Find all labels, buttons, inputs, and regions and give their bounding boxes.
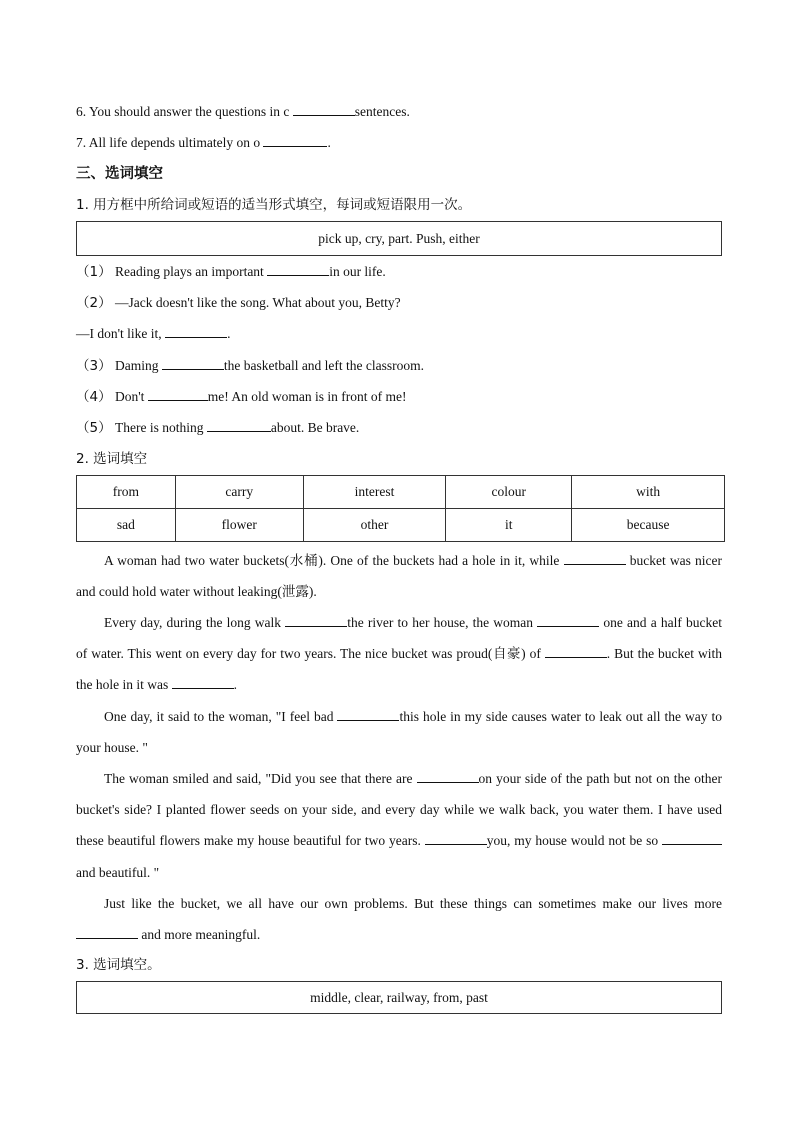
table-cell: because	[572, 509, 725, 542]
answer-blank[interactable]	[417, 770, 479, 783]
passage-paragraph-3: One day, it said to the woman, "I feel bad this hole in my side causes water to leak out all the way to your house. "	[76, 709, 722, 756]
answer-blank[interactable]	[662, 832, 722, 845]
answer-blank[interactable]	[165, 325, 227, 338]
exercise-1-item-4: （4） Don't me! An old woman is in front of me!	[76, 389, 407, 405]
table-cell: from	[77, 476, 176, 509]
answer-blank[interactable]	[172, 676, 234, 689]
exercise-1-item-1: （1） Reading plays an important in our life.	[76, 264, 386, 280]
answer-blank[interactable]	[293, 103, 355, 116]
exercise-1-item-2-reply: —I don't like it, .	[76, 326, 231, 341]
exercise-1-word-box: pick up, cry, part. Push, either	[76, 221, 722, 256]
table-row	[77, 476, 725, 509]
word-table	[76, 475, 725, 542]
question-6: 6. You should answer the questions in c sentences.	[76, 104, 410, 119]
answer-blank[interactable]	[207, 419, 271, 432]
answer-blank[interactable]	[285, 614, 347, 627]
exercise-1-item-3: （3） Daming the basketball and left the classroom.	[76, 358, 425, 374]
table-cell: other	[303, 509, 446, 542]
exercise-1-item-2: （2） —Jack doesn't like the song. What about you, Betty?	[76, 295, 401, 311]
table-cell: flower	[175, 509, 303, 542]
answer-blank[interactable]	[162, 357, 224, 370]
answer-blank[interactable]	[267, 263, 329, 276]
answer-blank[interactable]	[564, 552, 626, 565]
passage-paragraph-4: The woman smiled and said, "Did you see that there are on your side of the path but not on the other bucket's side? I planted flower seeds on your side, and every day while we walk back, you water them. I have used these beautiful flowers make my house beautiful for two years. you, my house would not be so and beautiful. "	[76, 771, 722, 880]
exercise-1-instruction: 1. 用方框中所给词或短语的适当形式填空，每词或短语限用一次。	[76, 197, 472, 213]
passage-paragraph-1: A woman had two water buckets(水桶). One of the buckets had a hole in it, while bucket was nicer and could hold water without leaking(泄露).	[76, 553, 723, 600]
exercise-3-title: 3. 选词填空。	[76, 957, 161, 973]
answer-blank[interactable]	[76, 926, 138, 939]
passage-paragraph-5: Just like the bucket, we all have our own problems. But these things can sometimes make our lives more and more meaningful.	[76, 888, 722, 950]
table-cell: carry	[175, 476, 303, 509]
table-cell: it	[446, 509, 572, 542]
table-row	[77, 509, 725, 542]
answer-blank[interactable]	[337, 708, 399, 721]
answer-blank[interactable]	[537, 614, 599, 627]
answer-blank[interactable]	[263, 134, 327, 147]
passage-paragraph-2: Every day, during the long walk the river to her house, the woman one and a half bucket of water. This went on every day for two years. The nice bucket was proud(自豪) of . But the bucket with the hole in it was .	[76, 615, 723, 693]
exercise-1-item-5: （5） There is nothing about. Be brave.	[76, 420, 360, 436]
table-cell: sad	[77, 509, 176, 542]
table-cell: with	[572, 476, 725, 509]
exercise-3-word-box: middle, clear, railway, from, past	[76, 981, 722, 1014]
answer-blank[interactable]	[545, 645, 607, 658]
answer-blank[interactable]	[425, 832, 487, 845]
table-cell: colour	[446, 476, 572, 509]
exercise-2-title: 2. 选词填空	[76, 451, 148, 467]
section-heading: 三、选词填空	[76, 166, 163, 182]
question-7: 7. All life depends ultimately on o .	[76, 135, 331, 150]
answer-blank[interactable]	[148, 388, 208, 401]
table-cell: interest	[303, 476, 446, 509]
